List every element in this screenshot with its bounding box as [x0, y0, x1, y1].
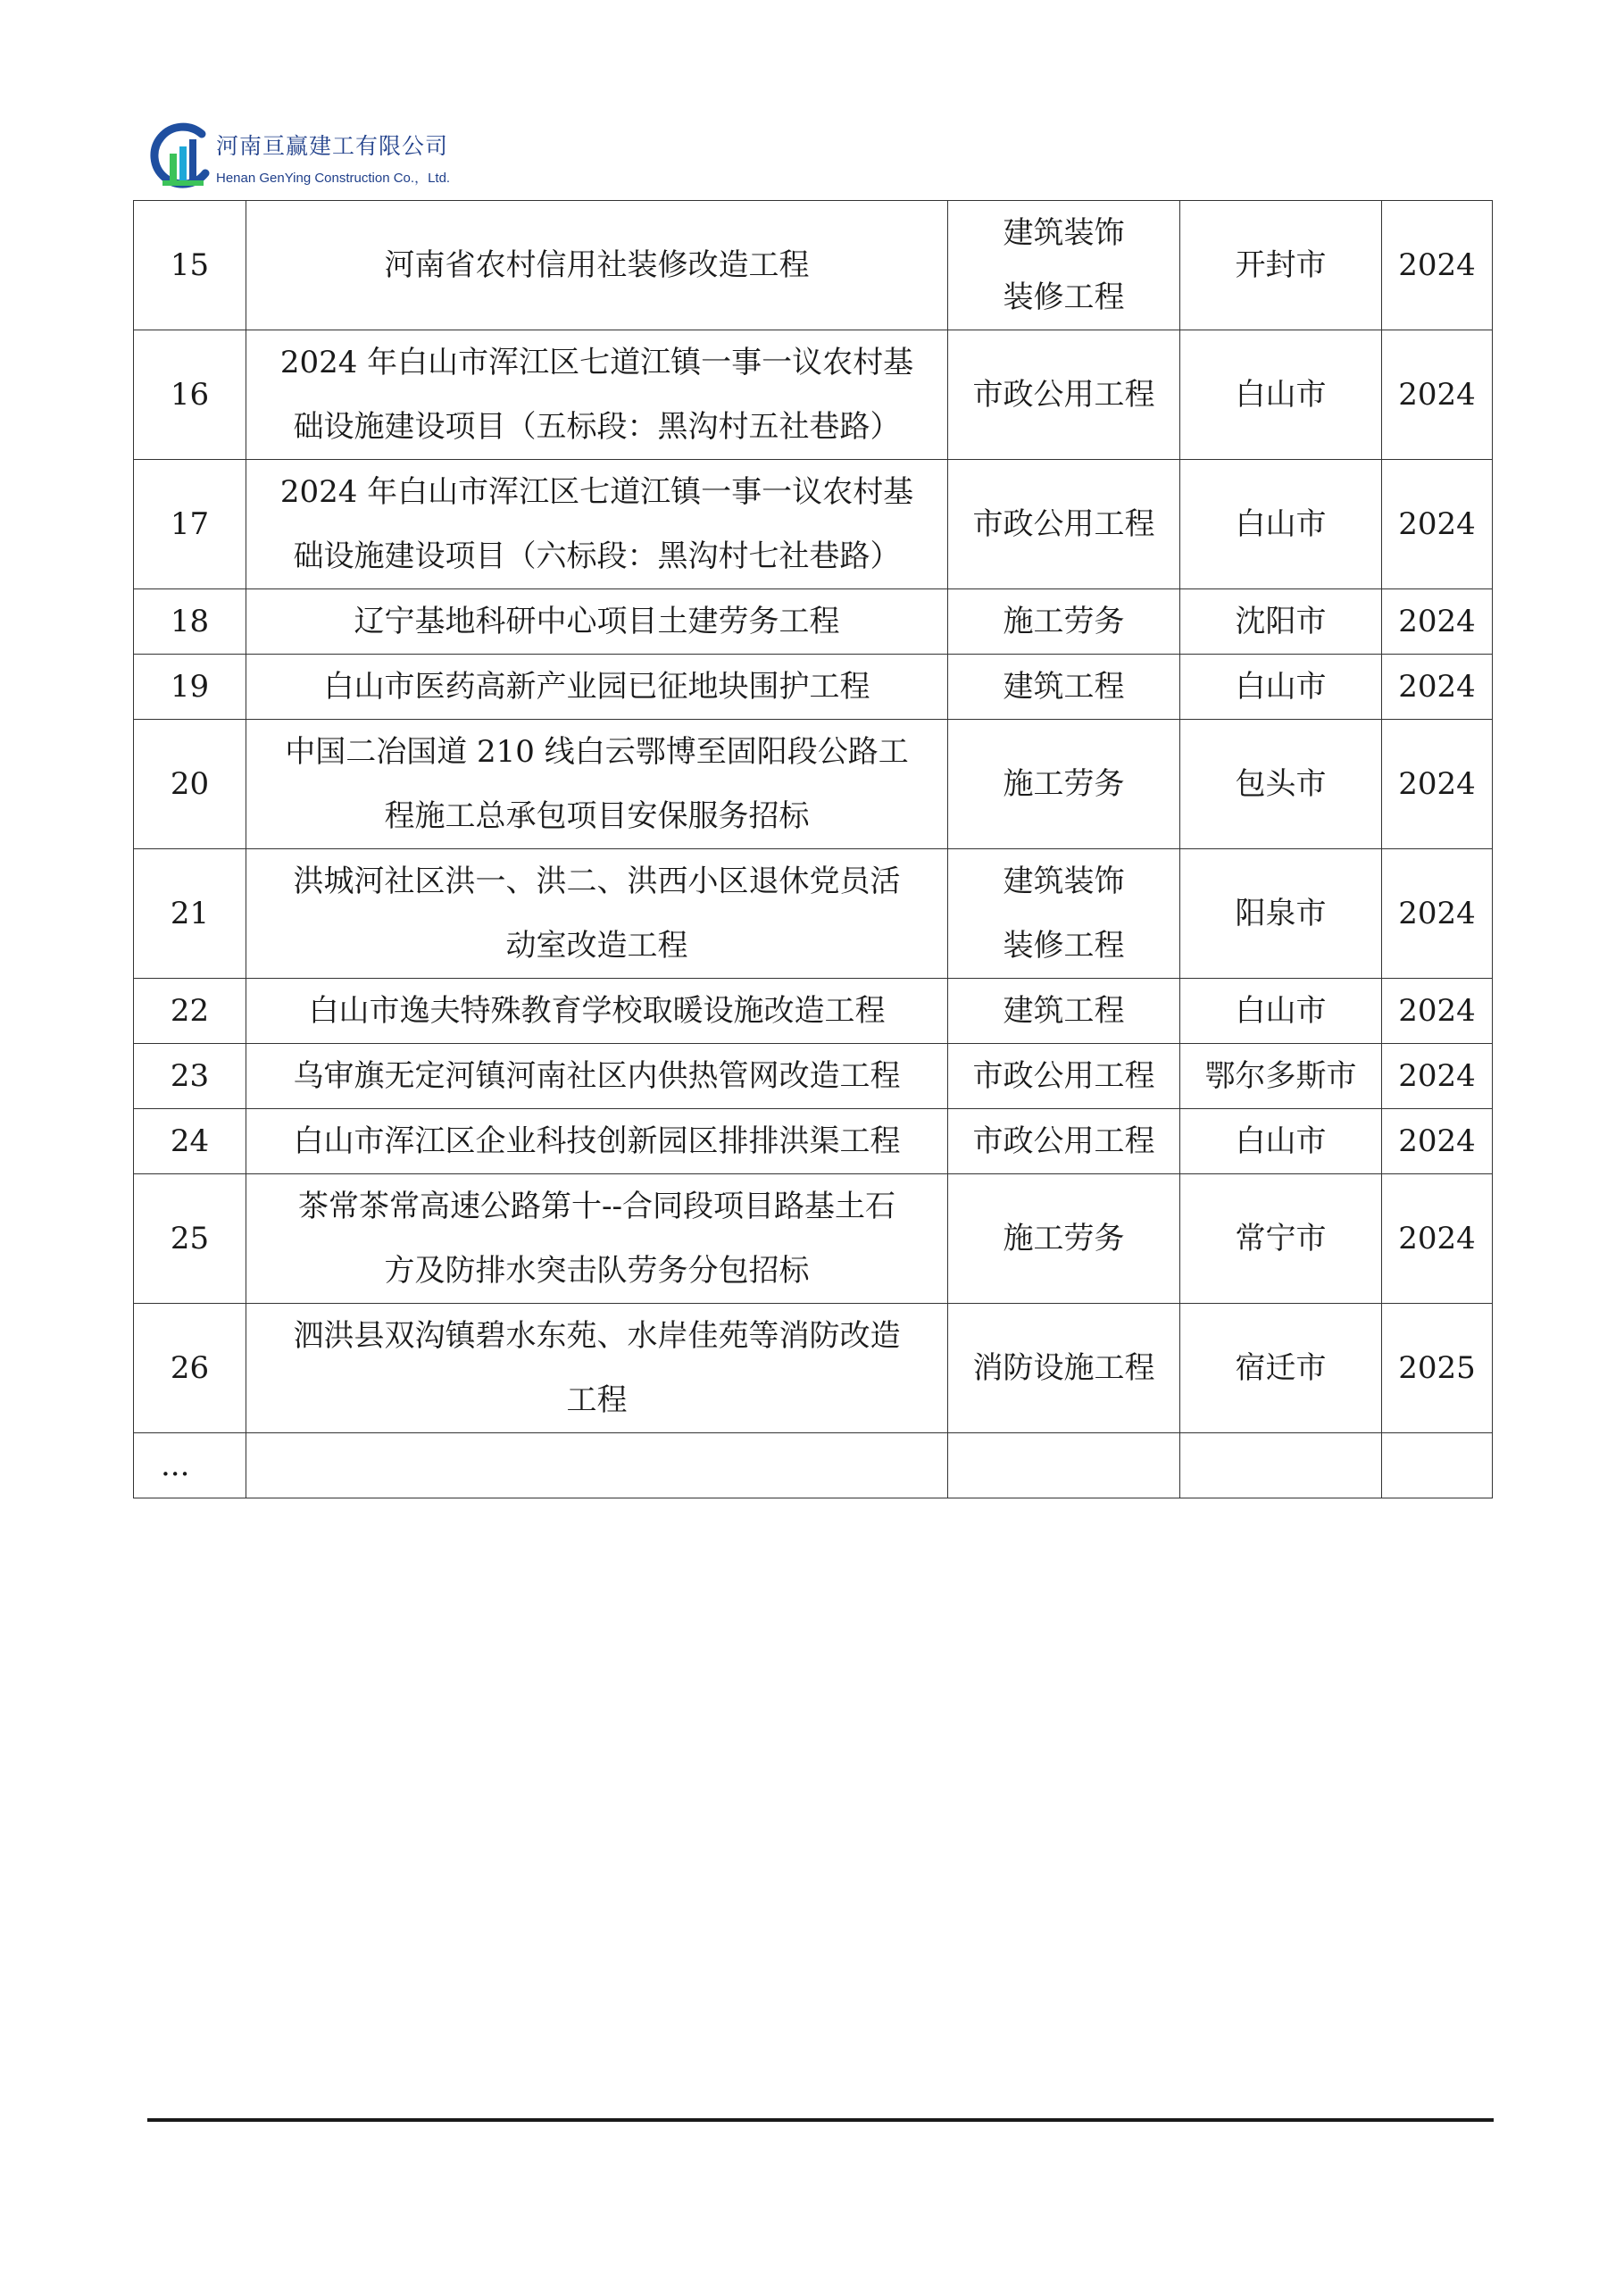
project-name-cell [246, 589, 948, 655]
project-name-line: 程施工总承包项目安保服务招标 [384, 798, 810, 834]
table-row [134, 1304, 1493, 1433]
table-row-ellipsis [134, 1433, 1493, 1498]
project-name-line: 白山市浑江区企业科技创新园区排排洪渠工程 [293, 1123, 901, 1159]
project-name-cell [246, 1044, 948, 1109]
category-cell [948, 330, 1180, 460]
table-row [134, 460, 1493, 589]
city-cell: 白山市 [1180, 1109, 1382, 1174]
project-name-cell [246, 201, 948, 330]
project-name-cell [246, 655, 948, 720]
category-line: 建筑工程 [1003, 669, 1125, 705]
project-name-cell [246, 1109, 948, 1174]
year-cell: 2024 [1382, 460, 1493, 589]
table-row [134, 849, 1493, 979]
project-name-line: 2024 年白山市浑江区七道江镇一事一议农村基 [279, 345, 914, 380]
project-name-line: 2024 年白山市浑江区七道江镇一事一议农村基 [279, 474, 914, 510]
category-line: 建筑装饰 [1003, 215, 1125, 251]
category-cell [948, 1304, 1180, 1433]
city-cell: 宿迁市 [1180, 1304, 1382, 1433]
year-cell: 2024 [1382, 589, 1493, 655]
category-cell [948, 201, 1180, 330]
row-number-cell: 24 [134, 1109, 246, 1174]
page-header [150, 121, 507, 193]
year-cell: 2024 [1382, 201, 1493, 330]
city-cell: 白山市 [1180, 330, 1382, 460]
table-row [134, 1109, 1493, 1174]
empty-cell [1382, 1433, 1493, 1498]
project-name-cell [246, 460, 948, 589]
row-number-cell: 23 [134, 1044, 246, 1109]
project-name-line: 础设施建设项目（六标段：黑沟村七社巷路） [293, 538, 901, 574]
city-cell: 包头市 [1180, 720, 1382, 849]
project-name-line: 工程 [566, 1382, 628, 1418]
row-number-cell: 22 [134, 979, 246, 1044]
category-cell [948, 720, 1180, 849]
category-cell [948, 979, 1180, 1044]
category-line: 市政公用工程 [972, 377, 1155, 413]
company-logo-icon [150, 121, 218, 191]
project-name-line: 河南省农村信用社装修改造工程 [384, 247, 810, 283]
category-cell [948, 849, 1180, 979]
empty-cell [1180, 1433, 1382, 1498]
row-number-cell: 17 [134, 460, 246, 589]
project-table [133, 200, 1493, 1498]
company-name-cn: 河南亘赢建工有限公司 [216, 133, 449, 159]
project-name-line: 白山市逸夫特殊教育学校取暖设施改造工程 [308, 993, 886, 1029]
category-line: 市政公用工程 [972, 506, 1155, 542]
category-line: 施工劳务 [1003, 1221, 1125, 1256]
city-cell: 阳泉市 [1180, 849, 1382, 979]
project-name-cell [246, 330, 948, 460]
table-row [134, 1044, 1493, 1109]
project-name-line: 乌审旗无定河镇河南社区内供热管网改造工程 [293, 1058, 901, 1094]
category-cell [948, 1174, 1180, 1304]
project-name-cell [246, 720, 948, 849]
project-name-line: 洪城河社区洪一、洪二、洪西小区退休党员活 [293, 864, 901, 899]
project-name-cell [246, 1304, 948, 1433]
category-line: 建筑工程 [1003, 993, 1125, 1029]
table-row [134, 589, 1493, 655]
table-row [134, 655, 1493, 720]
category-line: 建筑装饰 [1003, 864, 1125, 899]
category-line: 市政公用工程 [972, 1123, 1155, 1159]
city-cell: 常宁市 [1180, 1174, 1382, 1304]
project-name-line: 白山市医药高新产业园已征地块围护工程 [323, 669, 870, 705]
ellipsis-cell: ... [134, 1433, 246, 1498]
city-cell: 开封市 [1180, 201, 1382, 330]
project-name-line: 中国二冶国道 210 线白云鄂博至固阳段公路工 [285, 734, 909, 770]
empty-cell [948, 1433, 1180, 1498]
category-cell [948, 460, 1180, 589]
category-cell [948, 655, 1180, 720]
year-cell: 2024 [1382, 1109, 1493, 1174]
year-cell: 2024 [1382, 849, 1493, 979]
row-number-cell: 19 [134, 655, 246, 720]
project-name-cell [246, 849, 948, 979]
table-row [134, 979, 1493, 1044]
company-name-en: Henan GenYing Construction Co.，Ltd. [216, 171, 451, 186]
project-name-line: 动室改造工程 [505, 928, 688, 964]
project-name-cell [246, 979, 948, 1044]
year-cell: 2024 [1382, 655, 1493, 720]
year-cell: 2024 [1382, 979, 1493, 1044]
category-cell [948, 1109, 1180, 1174]
row-number-cell: 21 [134, 849, 246, 979]
project-name-line: 茶常茶常高速公路第十--合同段项目路基土石 [298, 1189, 895, 1224]
row-number-cell: 26 [134, 1304, 246, 1433]
table-row [134, 201, 1493, 330]
year-cell: 2024 [1382, 1174, 1493, 1304]
category-cell [948, 1044, 1180, 1109]
empty-cell [246, 1433, 948, 1498]
row-number-cell: 20 [134, 720, 246, 849]
project-name-line: 泗洪县双沟镇碧水东苑、水岸佳苑等消防改造 [293, 1318, 901, 1354]
city-cell: 白山市 [1180, 979, 1382, 1044]
project-name-line: 方及防排水突击队劳务分包招标 [384, 1253, 810, 1289]
city-cell: 白山市 [1180, 655, 1382, 720]
year-cell: 2024 [1382, 720, 1493, 849]
row-number-cell: 18 [134, 589, 246, 655]
year-cell: 2024 [1382, 330, 1493, 460]
category-cell [948, 589, 1180, 655]
project-name-line: 础设施建设项目（五标段：黑沟村五社巷路） [293, 409, 901, 445]
project-name-cell [246, 1174, 948, 1304]
year-cell: 2025 [1382, 1304, 1493, 1433]
city-cell: 白山市 [1180, 460, 1382, 589]
footer-divider [147, 2118, 1494, 2122]
table-row [134, 1174, 1493, 1304]
city-cell: 鄂尔多斯市 [1180, 1044, 1382, 1109]
category-line: 装修工程 [1003, 928, 1125, 964]
category-line: 施工劳务 [1003, 766, 1125, 802]
table-row [134, 330, 1493, 460]
row-number-cell: 15 [134, 201, 246, 330]
project-table-body [134, 201, 1493, 1498]
table-row [134, 720, 1493, 849]
category-line: 市政公用工程 [972, 1058, 1155, 1094]
year-cell: 2024 [1382, 1044, 1493, 1109]
city-cell: 沈阳市 [1180, 589, 1382, 655]
category-line: 施工劳务 [1003, 604, 1125, 639]
category-line: 装修工程 [1003, 280, 1125, 315]
row-number-cell: 25 [134, 1174, 246, 1304]
row-number-cell: 16 [134, 330, 246, 460]
project-name-line: 辽宁基地科研中心项目土建劳务工程 [354, 604, 840, 639]
category-line: 消防设施工程 [972, 1350, 1155, 1386]
